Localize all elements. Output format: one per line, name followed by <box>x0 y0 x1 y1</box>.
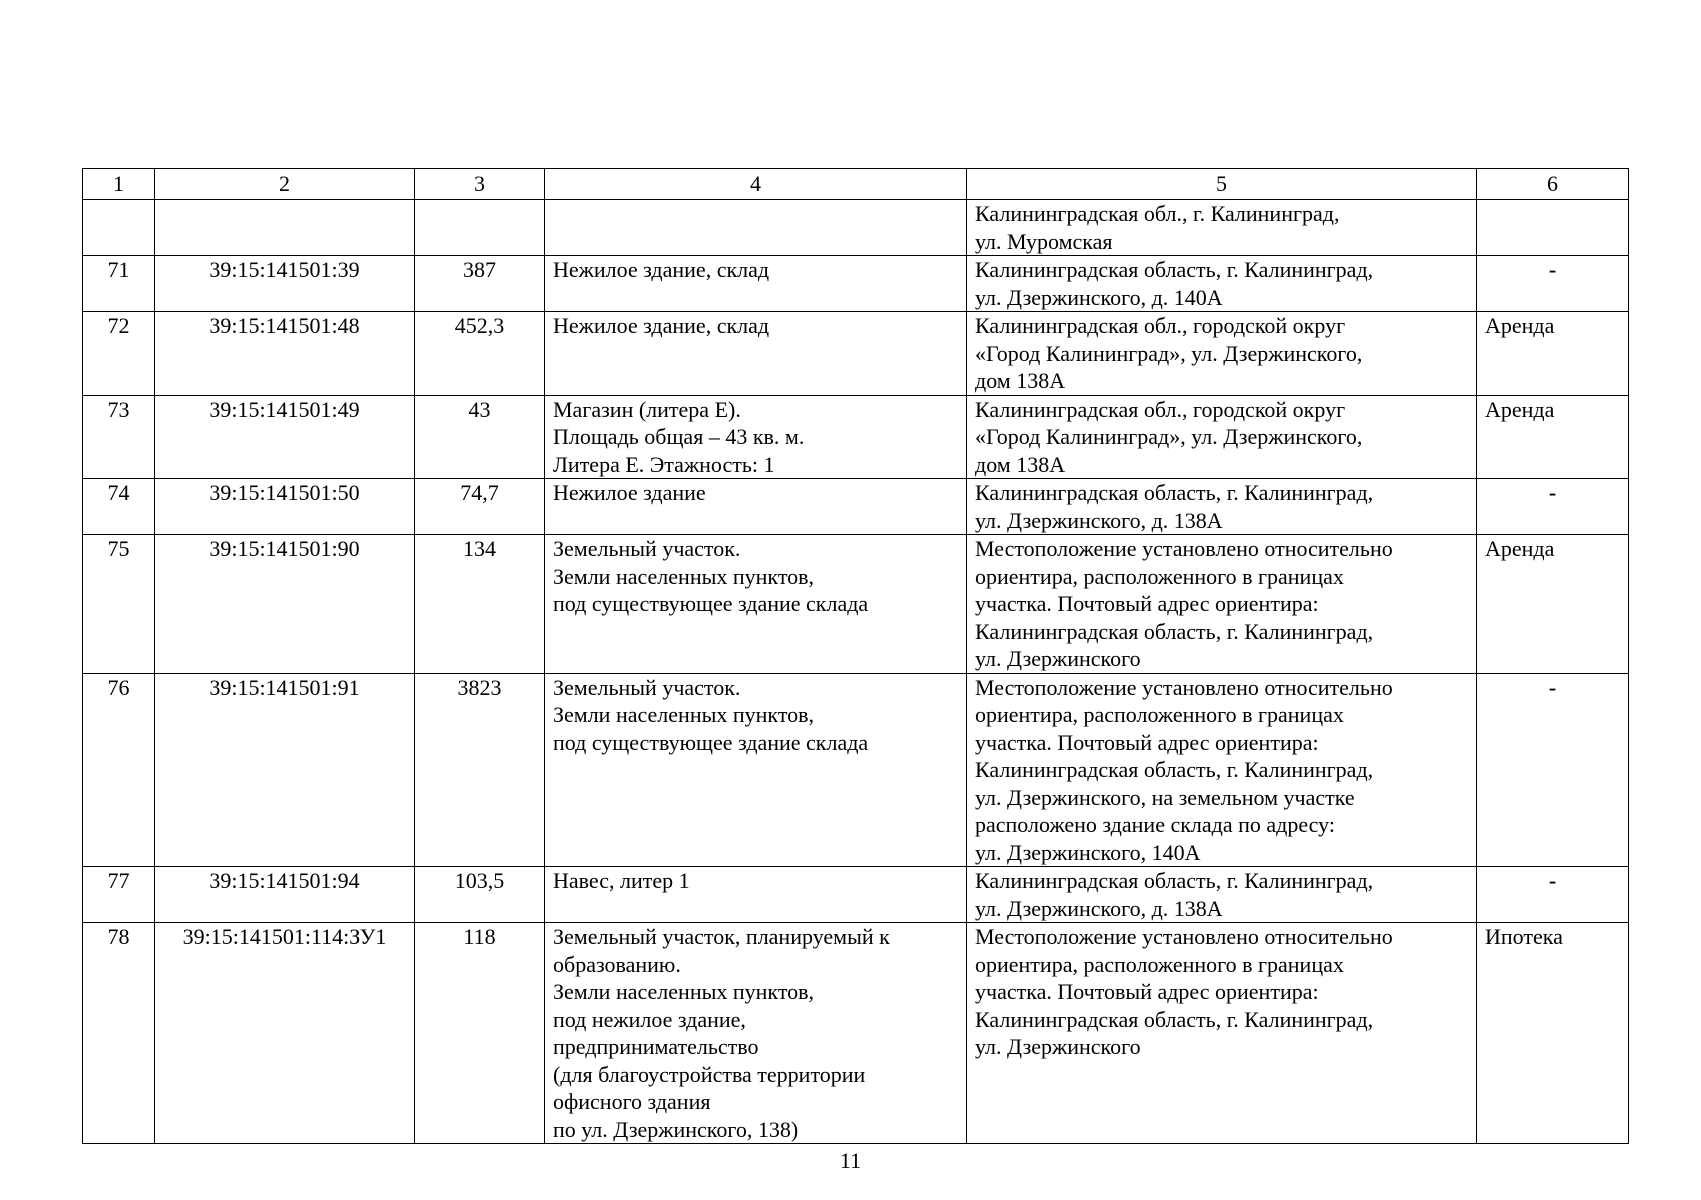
table-row <box>83 256 1629 312</box>
row-number-cell: 76 <box>83 673 155 867</box>
description-line: Нежилое здание <box>553 480 706 505</box>
description-line: предпринимательство <box>553 1034 759 1059</box>
description-line: Навес, литер 1 <box>553 868 690 893</box>
table-row <box>83 395 1629 479</box>
address-cell <box>967 867 1477 923</box>
address-line: ул. Дзержинского <box>975 646 1141 671</box>
description-line: Земельный участок. <box>553 536 741 561</box>
description-cell <box>545 535 967 674</box>
address-cell <box>967 923 1477 1144</box>
header-row <box>83 169 1629 200</box>
description-line: Земли населенных пунктов, <box>553 979 815 1004</box>
description-line: (для благоустройства территории <box>553 1061 866 1087</box>
address-cell <box>967 673 1477 867</box>
area-cell: 103,5 <box>415 867 545 923</box>
row-number-cell: 72 <box>83 312 155 396</box>
description-cell <box>545 867 967 923</box>
address-line: ул. Дзержинского, д. 140А <box>975 284 1223 310</box>
address-cell <box>967 479 1477 535</box>
row-number-cell: 71 <box>83 256 155 312</box>
cadastral-number-cell: 39:15:141501:94 <box>155 867 415 923</box>
property-register-table <box>82 168 1629 1144</box>
encumbrance-cell <box>1477 200 1629 256</box>
table-row <box>83 312 1629 396</box>
address-line: Местоположение установлено относительно <box>975 674 1393 700</box>
cadastral-number-cell: 39:15:141501:114:ЗУ1 <box>155 923 415 1144</box>
encumbrance-cell: - <box>1477 256 1629 312</box>
address-cell <box>967 312 1477 396</box>
cadastral-number-cell: 39:15:141501:48 <box>155 312 415 396</box>
address-line: Калининградская область, г. Калининград, <box>975 868 1374 893</box>
description-cell <box>545 923 967 1144</box>
description-line: Нежилое здание, склад <box>553 257 770 282</box>
encumbrance-cell: Аренда <box>1477 395 1629 479</box>
row-number-cell: 74 <box>83 479 155 535</box>
encumbrance-cell: Аренда <box>1477 535 1629 674</box>
table-row <box>83 867 1629 923</box>
address-line: ул. Дзержинского <box>975 1034 1141 1059</box>
area-cell: 43 <box>415 395 545 479</box>
address-line: ориентира, расположенного в границах <box>975 563 1344 589</box>
description-line: Земельный участок. <box>553 674 741 700</box>
description-line: Литера Е. Этажность: 1 <box>553 451 775 477</box>
area-cell: 74,7 <box>415 479 545 535</box>
description-line: Земельный участок, планируемый к <box>553 924 890 949</box>
column-header: 1 <box>83 169 155 200</box>
row-number-cell: 75 <box>83 535 155 674</box>
address-line: Калининградская область, г. Калининград, <box>975 618 1374 644</box>
address-line: дом 138А <box>975 368 1066 393</box>
column-header: 4 <box>545 169 967 200</box>
description-cell <box>545 479 967 535</box>
encumbrance-cell: - <box>1477 479 1629 535</box>
address-line: Калининградская область, г. Калининград, <box>975 257 1374 282</box>
address-line: ул. Дзержинского, на земельном участке <box>975 784 1355 810</box>
cadastral-number-cell: 39:15:141501:90 <box>155 535 415 674</box>
area-cell: 134 <box>415 535 545 674</box>
table-row <box>83 535 1629 674</box>
address-line: Калининградская область, г. Калининград, <box>975 480 1374 505</box>
description-cell <box>545 395 967 479</box>
description-line: Земли населенных пунктов, <box>553 563 815 589</box>
row-number-cell <box>83 200 155 256</box>
page-number: 11 <box>839 1148 862 1173</box>
address-cell <box>967 200 1477 256</box>
address-line: «Город Калининград», ул. Дзержинского, <box>975 424 1363 449</box>
cadastral-number-cell <box>155 200 415 256</box>
description-line: образованию. <box>553 951 681 977</box>
address-line: Калининградская обл., г. Калининград, <box>975 201 1340 226</box>
description-line: под существующее здание склада <box>553 729 869 755</box>
area-cell: 3823 <box>415 673 545 867</box>
description-line: под существующее здание склада <box>553 591 869 616</box>
table-row <box>83 200 1629 256</box>
table-body <box>83 200 1629 1144</box>
address-cell <box>967 256 1477 312</box>
cadastral-number-cell: 39:15:141501:50 <box>155 479 415 535</box>
area-cell: 118 <box>415 923 545 1144</box>
address-line: ул. Дзержинского, д. 138А <box>975 507 1223 533</box>
row-number-cell: 73 <box>83 395 155 479</box>
row-number-cell: 78 <box>83 923 155 1144</box>
area-cell: 452,3 <box>415 312 545 396</box>
address-line: участка. Почтовый адрес ориентира: <box>975 979 1319 1004</box>
address-line: участка. Почтовый адрес ориентира: <box>975 591 1319 616</box>
description-cell <box>545 312 967 396</box>
column-header: 2 <box>155 169 415 200</box>
address-cell <box>967 535 1477 674</box>
address-line: Калининградская обл., городской округ <box>975 396 1346 422</box>
cadastral-number-cell: 39:15:141501:49 <box>155 395 415 479</box>
column-header: 3 <box>415 169 545 200</box>
address-line: «Город Калининград», ул. Дзержинского, <box>975 340 1363 366</box>
address-line: дом 138А <box>975 451 1066 477</box>
address-line: Местоположение установлено относительно <box>975 536 1393 561</box>
description-line: Площадь общая – 43 кв. м. <box>553 424 805 449</box>
address-line: ориентира, расположенного в границах <box>975 702 1344 727</box>
column-header: 6 <box>1477 169 1629 200</box>
address-line: ул. Дзержинского, д. 138А <box>975 895 1223 921</box>
encumbrance-cell: Аренда <box>1477 312 1629 396</box>
description-line: Магазин (литера Е). <box>553 396 741 422</box>
description-cell <box>545 200 967 256</box>
description-line: по ул. Дзержинского, 138) <box>553 1116 799 1142</box>
description-line: Земли населенных пунктов, <box>553 702 815 727</box>
description-cell <box>545 256 967 312</box>
description-line: офисного здания <box>553 1089 711 1114</box>
address-line: расположено здание склада по адресу: <box>975 812 1335 837</box>
table-row <box>83 479 1629 535</box>
address-line: Калининградская область, г. Калининград, <box>975 757 1374 782</box>
column-header: 5 <box>967 169 1477 200</box>
cadastral-number-cell: 39:15:141501:91 <box>155 673 415 867</box>
area-cell <box>415 200 545 256</box>
address-line: ориентира, расположенного в границах <box>975 951 1344 977</box>
description-line: Нежилое здание, склад <box>553 313 770 338</box>
address-line: ул. Муромская <box>975 228 1113 254</box>
encumbrance-cell: - <box>1477 867 1629 923</box>
area-cell: 387 <box>415 256 545 312</box>
table-row <box>83 673 1629 867</box>
description-cell <box>545 673 967 867</box>
description-line: под нежилое здание, <box>553 1006 746 1032</box>
row-number-cell: 77 <box>83 867 155 923</box>
encumbrance-cell: - <box>1477 673 1629 867</box>
address-line: Калининградская обл., городской округ <box>975 313 1346 338</box>
address-line: ул. Дзержинского, 140А <box>975 839 1201 865</box>
address-line: участка. Почтовый адрес ориентира: <box>975 729 1319 755</box>
encumbrance-cell: Ипотека <box>1477 923 1629 1144</box>
address-line: Местоположение установлено относительно <box>975 924 1393 949</box>
address-cell <box>967 395 1477 479</box>
table-row <box>83 923 1629 1144</box>
address-line: Калининградская область, г. Калининград, <box>975 1006 1374 1032</box>
cadastral-number-cell: 39:15:141501:39 <box>155 256 415 312</box>
